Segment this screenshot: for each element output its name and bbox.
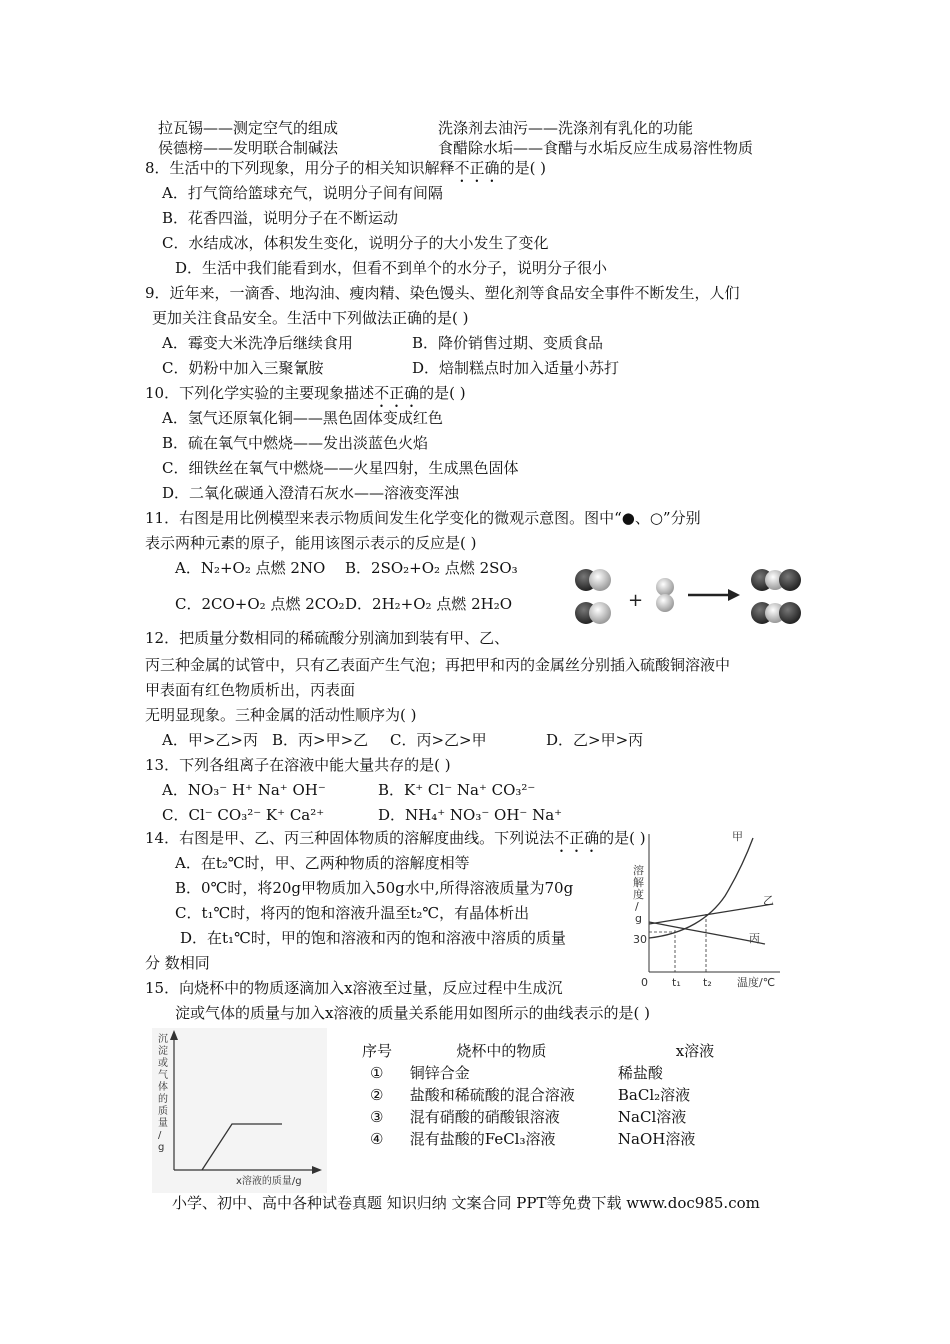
q14-curve-bing-label: 丙 (749, 932, 760, 945)
q10-option-c: C．细铁丝在氧气中燃烧——火星四射，生成黑色固体 (162, 459, 519, 477)
q14-option-d-2: 分 数相同 (145, 954, 210, 972)
q12-option-c: C．丙>乙>甲 (390, 731, 487, 749)
q13-option-c: C．Cl⁻ CO₃²⁻ K⁺ Ca²⁺ (162, 806, 325, 824)
table-row (362, 1062, 722, 1084)
q14-ylabel-unit: g (635, 912, 642, 925)
footer-watermark: 小学、初中、高中各种试卷真题 知识归纳 文案合同 PPT等免费下载 www.doc985.com (172, 1194, 760, 1212)
solubility-curve-graph (625, 826, 785, 996)
q14-stem-text: 14．右图是甲、乙、丙三种固体物质的溶解度曲线。下列说法 (145, 829, 555, 847)
q11-stem-2: 表示两种元素的原子，能用该图示表示的反应是( ) (145, 534, 477, 552)
q15-ylabel-char: / (158, 1130, 162, 1141)
q14-curve-bing (649, 922, 765, 944)
q14-curve-jia (649, 838, 753, 938)
q11-option-b: B．2SO₂+O₂ 点燃 2SO₃ (345, 559, 518, 577)
q15-ylabel-char: 量 (158, 1118, 168, 1129)
q10-option-b: B．硫在氧气中燃烧——发出淡蓝色火焰 (162, 434, 429, 452)
q14-ylabel-2: 解 (633, 876, 644, 889)
q12-stem-3: 甲表面有红色物质析出，丙表面 (145, 681, 356, 699)
q13-option-d: D．NH₄⁺ NO₃⁻ OH⁻ Na⁺ (378, 806, 563, 824)
q15-row-x: NaOH溶液 (617, 1130, 696, 1148)
q15-row-beaker: 混有盐酸的FeCl₃溶液 (409, 1130, 556, 1148)
q9-option-b: B．降价销售过期、变质食品 (412, 334, 604, 352)
q8-stem (145, 158, 546, 186)
q14-emphasis: 不正确 (554, 829, 600, 847)
reactant-molecule-1 (575, 569, 611, 591)
q15-ylabel-char: 质 (158, 1106, 168, 1117)
top-pair-right-1: 洗涤剂去油污——洗涤剂有乳化的功能 (438, 119, 694, 137)
q15-graph-background (152, 1028, 327, 1193)
q12-stem-1: 12．把质量分数相同的稀硫酸分别滴加到装有甲、乙、 (145, 629, 510, 647)
q9-option-d: D．焙制糕点时加入适量小苏打 (412, 359, 620, 377)
q14-option-d-1: D．在t₁℃时，甲的饱和溶液和丙的饱和溶液中溶质的质量 (180, 929, 566, 947)
q14-option-a: A．在t₂℃时，甲、乙两种物质的溶解度相等 (175, 854, 470, 872)
product-molecule-2 (751, 602, 801, 624)
q15-ylabel-char: 体 (158, 1082, 168, 1093)
q15-ylabel-char: 沉 (158, 1034, 168, 1045)
q14-curve-jia-label: 甲 (732, 830, 743, 843)
q15-stem-1: 15．向烧杯中的物质逐滴加入x溶液至过量，反应过程中生成沉 (145, 979, 563, 997)
q15-row-index: ④ (370, 1130, 384, 1148)
q15-header-index: 序号 (362, 1042, 393, 1060)
q15-ylabel-char: 或 (158, 1058, 168, 1069)
q15-row-x: 稀盐酸 (617, 1064, 663, 1082)
table-row (362, 1128, 722, 1150)
q15-row-beaker: 铜锌合金 (409, 1064, 470, 1082)
table-row (362, 1084, 722, 1106)
q8-option-d: D．生活中我们能看到水，但看不到单个的水分子，说明分子很小 (175, 259, 608, 277)
q14-stem-end: 的是( ) (599, 829, 646, 847)
q12-option-b: B．丙>甲>乙 (272, 731, 369, 749)
q15-row-index: ③ (370, 1108, 384, 1126)
q9-option-c: C．奶粉中加入三聚氰胺 (162, 359, 324, 377)
q13-option-b: B．K⁺ Cl⁻ Na⁺ CO₃²⁻ (378, 781, 536, 799)
q10-option-a: A．氢气还原氧化铜——黑色固体变成红色 (162, 409, 443, 427)
q14-t2: t₂ (703, 976, 712, 989)
q14-xlabel: 温度/℃ (737, 976, 776, 989)
q15-row-index: ① (370, 1064, 384, 1082)
q15-header-beaker: 烧杯中的物质 (456, 1042, 547, 1060)
reaction-model-diagram (570, 565, 810, 635)
q13-stem: 13．下列各组离子在溶液中能大量共存的是( ) (145, 756, 451, 774)
q15-row-x: NaCl溶液 (617, 1108, 687, 1126)
q12-option-d: D．乙>甲>丙 (546, 731, 644, 749)
q12-stem-2: 丙三种金属的试管中，只有乙表面产生气泡；再把甲和丙的金属丝分别插入硫酸铜溶液中 (145, 656, 731, 674)
q10-stem-text: 10．下列化学实验的主要现象描述 (145, 384, 375, 402)
oxygen-molecule (656, 578, 674, 612)
table-row (362, 1106, 722, 1128)
q14-curve-yi-label: 乙 (763, 894, 774, 907)
q8-stem-end: 的是( ) (499, 159, 547, 177)
q8-option-c: C．水结成冰，体积发生变化，说明分子的大小发生了变化 (162, 234, 549, 252)
q8-emphasis: 不正确 (454, 159, 500, 177)
q14-curve-yi (649, 904, 773, 924)
q15-ylabel-char: 气 (158, 1070, 168, 1081)
q14-ylabel-1: 溶 (633, 864, 644, 877)
q14-t1: t₁ (672, 976, 681, 989)
q15-xlabel: x溶液的质量/g (236, 1176, 302, 1187)
q14-ylabel-3: 度 (633, 888, 644, 901)
q13-option-a: A．NO₃⁻ H⁺ Na⁺ OH⁻ (162, 781, 326, 799)
q14-stem (145, 828, 646, 856)
q14-origin: 0 (641, 976, 648, 989)
q10-stem (145, 383, 466, 411)
top-pair-left-2: 侯德榜——发明联合制碱法 (158, 139, 339, 157)
q9-stem-1: 9．近年来，一滴香、地沟油、瘦肉精、染色馒头、塑化剂等食品安全事件不断发生，人们 (145, 284, 740, 302)
top-pair-right-2: 食醋除水垢——食醋与水垢反应生成易溶性物质 (438, 139, 754, 157)
q8-stem-text: 8．生活中的下列现象，用分子的相关知识解释 (145, 159, 455, 177)
q15-ylabel-char: 淀 (158, 1046, 168, 1057)
q11-option-c: C．2CO+O₂ 点燃 2CO₂ (175, 595, 345, 613)
q15-ylabel-char: g (158, 1142, 165, 1153)
q10-emphasis: 不正确 (374, 384, 420, 402)
q15-header-x: x溶液 (675, 1042, 715, 1060)
top-pair-left-1: 拉瓦锡——测定空气的组成 (158, 119, 339, 137)
q9-stem-2: 更加关注食品安全。生活中下列做法正确的是( ) (152, 309, 469, 327)
q14-y30: 30 (633, 933, 647, 946)
q15-row-x: BaCl₂溶液 (617, 1086, 691, 1104)
q10-option-d: D．二氧化碳通入澄清石灰水——溶液变浑浊 (162, 484, 460, 502)
q9-option-a: A．霉变大米洗净后继续食用 (162, 334, 353, 352)
q12-option-a: A．甲>乙>丙 (162, 731, 258, 749)
q14-option-b: B．0℃时，将20g甲物质加入50g水中,所得溶液质量为70g (175, 879, 574, 897)
reactant-molecule-2 (575, 602, 611, 624)
q15-row-index: ② (370, 1086, 384, 1104)
q14-ylabel-slash: / (635, 900, 639, 913)
q15-row-beaker: 混有硝酸的硝酸银溶液 (409, 1108, 560, 1126)
q15-row-beaker: 盐酸和稀硫酸的混合溶液 (409, 1086, 575, 1104)
plus-sign-icon: + (628, 590, 644, 611)
reaction-arrow-icon (688, 589, 740, 601)
product-molecule-1 (751, 569, 801, 591)
q11-option-a: A．N₂+O₂ 点燃 2NO (175, 559, 326, 577)
q8-option-a: A．打气筒给篮球充气，说明分子间有间隔 (162, 184, 443, 202)
q8-option-b: B．花香四溢，说明分子在不断运动 (162, 209, 399, 227)
q15-table (362, 1040, 722, 1150)
q12-stem-4: 无明显现象。三种金属的活动性顺序为( ) (145, 706, 417, 724)
q11-stem-1: 11．右图是用比例模型来表示物质间发生化学变化的微观示意图。图中“●、○”分别 (145, 509, 701, 527)
q10-stem-end: 的是( ) (419, 384, 466, 402)
q15-table-header (362, 1040, 722, 1062)
q15-stem-2: 淀或气体的质量与加入x溶液的质量关系能用如图所示的曲线表示的是( ) (175, 1004, 650, 1022)
q15-ylabel-char: 的 (158, 1094, 168, 1105)
q14-option-c: C．t₁℃时，将丙的饱和溶液升温至t₂℃，有晶体析出 (175, 904, 530, 922)
q11-option-d: D．2H₂+O₂ 点燃 2H₂O (345, 595, 513, 613)
precipitate-mass-graph (152, 1028, 327, 1193)
